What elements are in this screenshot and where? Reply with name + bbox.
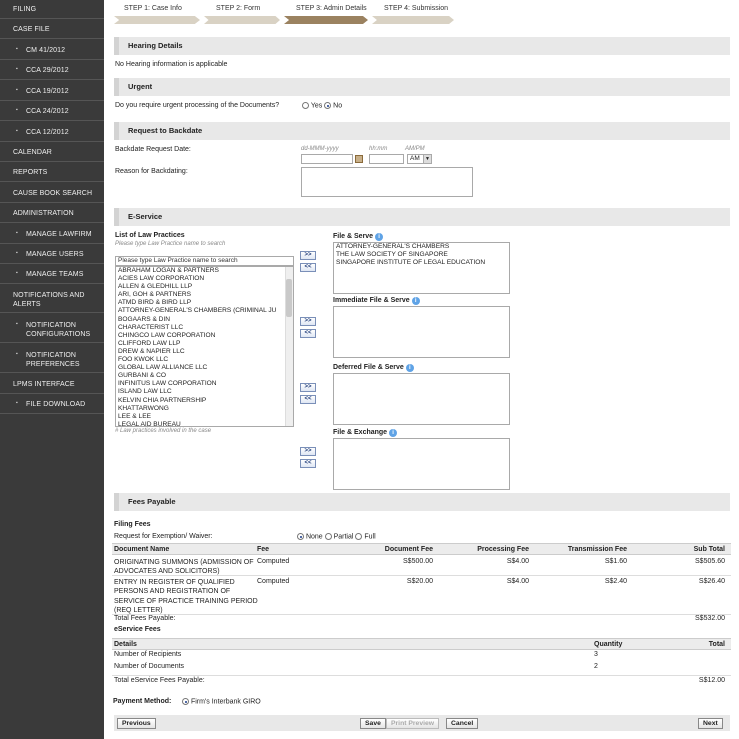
fees-fee-type: Computed xyxy=(257,558,290,565)
fees-fee-type: Computed xyxy=(257,578,290,585)
bullet-icon: ▪ xyxy=(16,87,18,93)
wizard-step-bar xyxy=(204,16,280,24)
bullet-icon: ▪ xyxy=(16,270,18,276)
calendar-icon[interactable] xyxy=(355,155,363,163)
wizard-step-label: STEP 3: Admin Details xyxy=(296,5,367,12)
backdate-date-input[interactable] xyxy=(301,154,353,164)
sidebar-item[interactable] xyxy=(0,349,104,373)
eservice-section-header: E-Service xyxy=(114,208,730,226)
previous-button[interactable]: Previous xyxy=(117,718,156,729)
bullet-icon: ▪ xyxy=(16,250,18,256)
payment-method-option xyxy=(182,698,261,705)
eservice-box-title xyxy=(333,297,420,305)
remove-recipient-button[interactable]: << xyxy=(300,395,316,404)
law-practice-option[interactable]: ARI, GOH & PARTNERS xyxy=(118,291,192,299)
urgent-yes-radio[interactable] xyxy=(302,102,309,109)
fees-doc-name-line: ORIGINATING SUMMONS (ADMISSION OF xyxy=(114,559,254,566)
fees-total-value: S$532.00 xyxy=(695,615,725,622)
fees-header-cell: Sub Total xyxy=(693,546,725,553)
law-practice-option[interactable]: ATMD BIRD & BIRD LLP xyxy=(118,299,192,307)
eservice-box-title-text: File & Exchange xyxy=(333,429,388,436)
eservice-box-title-text: Deferred File & Serve xyxy=(333,364,404,371)
sidebar-item-label: CAUSE BOOK SEARCH xyxy=(13,190,93,197)
fees-total-row xyxy=(112,615,731,625)
add-recipient-button[interactable]: >> xyxy=(300,383,316,392)
info-icon[interactable]: i xyxy=(412,297,420,305)
fees-header-cell: Document Name xyxy=(114,546,170,553)
backdate-reason-textarea[interactable] xyxy=(301,167,473,197)
cancel-button[interactable]: Cancel xyxy=(446,718,478,729)
sidebar-item-label: MANAGE USERS xyxy=(26,251,84,258)
law-practice-scrollbar[interactable] xyxy=(285,267,293,426)
urgent-no-radio[interactable] xyxy=(324,102,331,109)
eservice-fees-row xyxy=(112,663,731,674)
fees-table-row xyxy=(112,577,731,615)
fees-sub-total: S$26.40 xyxy=(698,578,725,585)
eservice-recipient-listbox[interactable] xyxy=(333,438,510,490)
sidebar-item[interactable] xyxy=(0,85,104,101)
eservice-fees-header-cell: Quantity xyxy=(594,641,623,648)
eservice-fees-row-qty: 3 xyxy=(594,651,598,658)
eservice-box-title xyxy=(333,233,383,241)
sidebar-item-label: CCA 24/2012 xyxy=(26,108,69,115)
sidebar-item-label: CCA 12/2012 xyxy=(26,129,69,136)
bullet-icon: ▪ xyxy=(16,128,18,134)
eservice-box-title xyxy=(333,429,397,437)
exemption-full-label: Full xyxy=(364,533,376,541)
bullet-icon: ▪ xyxy=(16,321,18,327)
law-practice-option[interactable]: GLOBAL LAW ALLIANCE LLC xyxy=(118,364,208,372)
eservice-fees-total-value: S$12.00 xyxy=(698,677,725,684)
bullet-icon: ▪ xyxy=(16,351,18,357)
wizard-step-label: STEP 4: Submission xyxy=(384,5,449,12)
eservice-fees-title: eService Fees xyxy=(114,626,161,633)
print-preview-button[interactable]: Print Preview xyxy=(386,718,439,729)
wizard-step-label: STEP 2: Form xyxy=(216,5,261,12)
eservice-recipient-option[interactable]: SINGAPORE INSTITUTE OF LEGAL EDUCATION xyxy=(336,259,486,267)
ampm-hint: AM/PM xyxy=(405,146,425,152)
payment-method-label: Payment Method: xyxy=(113,698,172,705)
wizard-step-bar xyxy=(114,16,200,24)
eservice-recipient-listbox[interactable] xyxy=(333,242,510,294)
sidebar-item[interactable] xyxy=(0,44,104,60)
exemption-partial-label: Partial xyxy=(333,533,354,541)
law-practice-option[interactable]: CLIFFORD LAW LLP xyxy=(118,339,181,347)
sidebar-item-label: NOTIFICATION CONFIGURATIONS xyxy=(26,322,91,338)
eservice-box-title-text: File & Serve xyxy=(333,233,374,240)
law-practice-option[interactable]: CHINGCO LAW CORPORATION xyxy=(118,331,216,339)
remove-recipient-button[interactable]: << xyxy=(300,459,316,468)
sidebar-item[interactable] xyxy=(0,289,104,313)
sidebar-item[interactable] xyxy=(0,105,104,121)
urgent-no-label: No xyxy=(333,102,343,110)
law-practice-option[interactable]: INFINITUS LAW CORPORATION xyxy=(118,380,217,388)
hearing-info-text: No Hearing information is applicable xyxy=(115,61,228,68)
date-format-hint: dd-MMM-yyyy xyxy=(301,146,339,152)
law-practice-listbox[interactable] xyxy=(115,266,294,427)
eservice-recipient-option[interactable]: ATTORNEY-GENERAL'S CHAMBERS xyxy=(336,243,450,250)
law-practice-option[interactable]: FOO KWOK LLC xyxy=(118,356,169,364)
exemption-none-label: None xyxy=(305,533,323,541)
eservice-recipient-option[interactable]: THE LAW SOCIETY OF SINGAPORE xyxy=(336,251,448,259)
fees-section-header: Fees Payable xyxy=(114,493,730,511)
exemption-label: Request for Exemption/ Waiver: xyxy=(114,533,213,540)
eservice-fees-total-label: Total eService Fees Payable: xyxy=(114,677,205,684)
fees-total-label: Total Fees Payable: xyxy=(114,615,176,622)
fees-header-row xyxy=(112,543,731,555)
wizard-step xyxy=(114,2,200,22)
sidebar-item-label: CASE FILE xyxy=(13,26,50,33)
urgent-question: Do you require urgent processing of the Documents? xyxy=(115,102,280,109)
sidebar-item-label: FILE DOWNLOAD xyxy=(26,401,86,408)
fees-transmission-fee: S$1.60 xyxy=(604,558,627,565)
backdate-time-input[interactable] xyxy=(369,154,404,164)
eservice-fees-row-label: Number of Documents xyxy=(114,663,185,670)
law-practice-option[interactable]: ACIES LAW CORPORATION xyxy=(118,275,205,283)
sidebar-item-label: ADMINISTRATION xyxy=(13,210,74,217)
law-practice-option[interactable]: KELVIN CHIA PARTNERSHIP xyxy=(118,396,207,404)
fees-doc-name-line: ENTRY IN REGISTER OF QUALIFIED xyxy=(114,579,235,586)
fees-doc-name-line: SERVICE OF PRACTICE TRAINING PERIOD xyxy=(114,597,258,605)
sidebar-item[interactable] xyxy=(0,319,104,343)
next-button[interactable]: Next xyxy=(698,718,723,729)
fees-document-fee: S$20.00 xyxy=(406,578,433,585)
fees-doc-name xyxy=(114,578,258,615)
sidebar-item[interactable] xyxy=(0,166,104,182)
backdate-reason-label: Reason for Backdating: xyxy=(115,168,188,175)
sidebar-item-label: NOTIFICATIONS AND ALERTS xyxy=(13,292,85,308)
sidebar-item[interactable] xyxy=(0,248,104,264)
exemption-options xyxy=(297,533,376,540)
sidebar-item[interactable] xyxy=(0,126,104,142)
bullet-icon: ▪ xyxy=(16,230,18,236)
bullet-icon: ▪ xyxy=(16,400,18,406)
time-format-hint: hh:mm xyxy=(369,146,388,152)
backdate-date-label: Backdate Request Date: xyxy=(115,146,191,153)
sidebar-nav xyxy=(0,0,104,739)
fees-header-cell: Fee xyxy=(257,546,270,553)
backdate-section-header: Request to Backdate xyxy=(114,122,730,140)
fees-header-cell: Transmission Fee xyxy=(567,546,627,553)
law-practice-option[interactable]: CHARACTERIST LLC xyxy=(118,323,184,331)
eservice-fees-row xyxy=(112,651,731,662)
info-icon[interactable]: i xyxy=(375,233,383,241)
payment-giro-radio[interactable] xyxy=(182,698,189,705)
add-recipient-button[interactable]: >> xyxy=(300,447,316,456)
bullet-icon: ▪ xyxy=(16,66,18,72)
law-practice-option[interactable]: ATTORNEY-GENERAL'S CHAMBERS (CRIMINAL JU xyxy=(118,307,277,315)
eservice-recipient-listbox[interactable] xyxy=(333,373,510,425)
wizard-step-label: STEP 1: Case Info xyxy=(124,5,182,12)
eservice-fees-title-row xyxy=(112,626,731,636)
law-practice-option[interactable]: LEE & LEE xyxy=(118,412,151,420)
eservice-box-title xyxy=(333,364,414,372)
eservice-fees-header-row xyxy=(112,638,731,650)
sidebar-item-label: MANAGE TEAMS xyxy=(26,271,84,278)
info-icon[interactable]: i xyxy=(389,429,397,437)
fees-table-row xyxy=(112,557,731,576)
sidebar-item[interactable] xyxy=(0,378,104,394)
fees-document-fee: S$500.00 xyxy=(403,558,433,565)
law-practice-list-title: List of Law Practices xyxy=(115,232,185,239)
sidebar-item-label: FILING xyxy=(13,6,37,13)
sidebar-item-label: CCA 19/2012 xyxy=(26,88,69,95)
sidebar-item-label: CALENDAR xyxy=(13,149,52,156)
fees-transmission-fee: S$2.40 xyxy=(604,578,627,585)
add-recipient-button[interactable]: >> xyxy=(300,251,316,260)
chevron-down-icon: ▼ xyxy=(423,155,431,163)
eservice-fees-header-cell: Total xyxy=(708,641,725,648)
law-practice-option[interactable]: ISLAND LAW LLC xyxy=(118,388,172,396)
law-practice-option[interactable]: GURBANI & CO xyxy=(118,372,166,380)
eservice-fees-row-label: Number of Recipients xyxy=(114,651,182,658)
fees-doc-name-line: ADVOCATES AND SOLICITORS) xyxy=(114,568,220,576)
law-practice-option[interactable]: LEGAL AID BUREAU xyxy=(118,420,181,427)
filing-fees-title: Filing Fees xyxy=(114,521,151,528)
urgent-section-header: Urgent xyxy=(114,78,730,96)
eservice-recipient-listbox[interactable] xyxy=(333,306,510,358)
law-practice-option[interactable]: ABRAHAM LOGAN & PARTNERS xyxy=(118,267,219,274)
fees-doc-name-line: PERSONS AND REGISTRATION OF xyxy=(114,588,231,596)
sidebar-item[interactable] xyxy=(0,187,104,203)
sidebar-item-label: NOTIFICATION PREFERENCES xyxy=(26,352,80,368)
law-practice-footnote: # Law practices involved in the case xyxy=(115,428,212,434)
sidebar-item[interactable] xyxy=(0,146,104,162)
law-practice-option[interactable]: BOGAARS & DIN xyxy=(118,315,171,323)
fees-header-cell: Processing Fee xyxy=(477,546,529,553)
law-practice-option[interactable]: ALLEN & GLEDHILL LLP xyxy=(118,283,193,291)
law-practice-search-input[interactable]: Please type Law Practice name to search xyxy=(115,256,294,266)
fees-doc-name-line: (REQ LETTER) xyxy=(114,606,163,614)
sidebar-item[interactable] xyxy=(0,228,104,244)
bullet-icon: ▪ xyxy=(16,107,18,113)
wizard-step-bar xyxy=(372,16,454,24)
eservice-box-title-text: Immediate File & Serve xyxy=(333,297,410,304)
urgent-yes-label: Yes xyxy=(310,102,323,110)
add-recipient-button[interactable]: >> xyxy=(300,317,316,326)
payment-giro-label: Firm's Interbank GIRO xyxy=(190,698,261,706)
bullet-icon: ▪ xyxy=(16,46,18,52)
urgent-options xyxy=(302,102,342,109)
sidebar-item[interactable] xyxy=(0,23,104,39)
fees-processing-fee: S$4.00 xyxy=(506,578,529,585)
action-bar xyxy=(114,715,730,731)
wizard-step xyxy=(284,2,368,22)
sidebar-item[interactable] xyxy=(0,3,104,19)
eservice-fees-row-qty: 2 xyxy=(594,663,598,670)
exemption-partial-radio[interactable] xyxy=(325,533,332,540)
sidebar-item-label: CM 41/2012 xyxy=(26,47,66,54)
wizard-step-bar xyxy=(284,16,368,24)
sidebar-item[interactable] xyxy=(0,398,104,414)
sidebar-item-label: LPMS INTERFACE xyxy=(13,381,75,388)
remove-recipient-button[interactable]: << xyxy=(300,329,316,338)
save-button[interactable]: Save xyxy=(360,718,386,729)
sidebar-item[interactable] xyxy=(0,64,104,80)
wizard-step xyxy=(372,2,454,22)
sidebar-item[interactable] xyxy=(0,207,104,223)
hearing-section-header: Hearing Details xyxy=(114,37,730,55)
sidebar-item-label: MANAGE LAWFIRM xyxy=(26,231,92,238)
fees-processing-fee: S$4.00 xyxy=(506,558,529,565)
fees-header-cell: Document Fee xyxy=(384,546,433,553)
info-icon[interactable]: i xyxy=(406,364,414,372)
ampm-select[interactable]: AM ▼ xyxy=(407,154,432,164)
exemption-none-radio[interactable] xyxy=(297,533,304,540)
eservice-fees-total-row xyxy=(112,675,731,686)
sidebar-item-label: CCA 29/2012 xyxy=(26,67,69,74)
remove-recipient-button[interactable]: << xyxy=(300,263,316,272)
fees-doc-name xyxy=(114,558,253,577)
fees-sub-total: S$505.60 xyxy=(695,558,725,565)
sidebar-item-label: REPORTS xyxy=(13,169,48,176)
sidebar-item[interactable] xyxy=(0,268,104,284)
law-practice-search-hint: Please type Law Practice name to search xyxy=(115,241,226,247)
exemption-full-radio[interactable] xyxy=(355,533,362,540)
wizard-step xyxy=(204,2,280,22)
law-practice-option[interactable]: DREW & NAPIER LLC xyxy=(118,347,185,355)
law-practice-option[interactable]: KHATTARWONG xyxy=(118,404,169,412)
eservice-fees-header-cell: Details xyxy=(114,641,137,648)
